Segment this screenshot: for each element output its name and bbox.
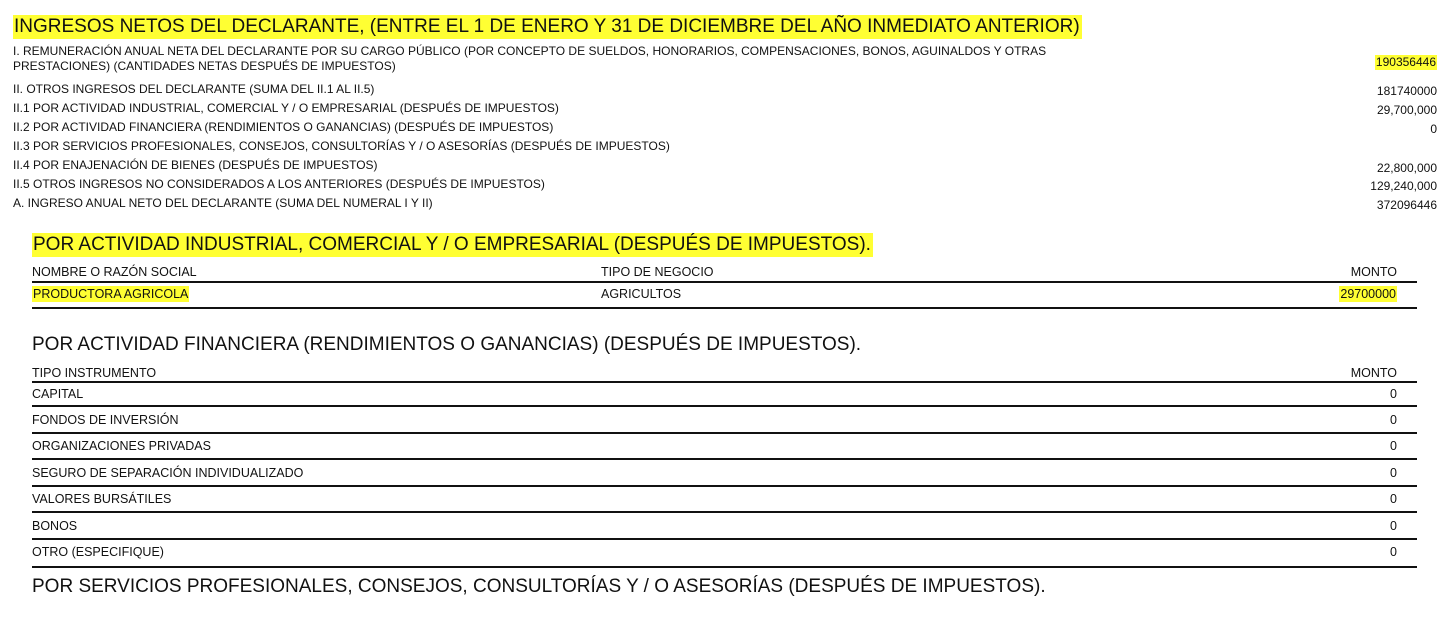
ingresos-row-label: A. INGRESO ANUAL NETO DEL DECLARANTE (SUMA DEL NUMERAL I Y II) (13, 196, 433, 210)
ingresos-section-title: INGRESOS NETOS DEL DECLARANTE, (ENTRE EL 1 DE ENERO Y 31 DE DICIEMBRE DEL AÑO INMEDIATO ANTERIOR) (14, 16, 1080, 37)
cell-monto: 29700000 (1340, 287, 1396, 301)
table-row (32, 491, 1417, 507)
cell-monto: 0 (1390, 413, 1397, 427)
ingresos-row-label: II.1 POR ACTIVIDAD INDUSTRIAL, COMERCIAL Y / O EMPRESARIAL (DESPUÉS DE IMPUESTOS) (13, 101, 559, 115)
cell-monto: 0 (1390, 439, 1397, 453)
table-divider (32, 405, 1417, 407)
cell-monto: 0 (1390, 466, 1397, 480)
ingresos-row-label: II.4 POR ENAJENACIÓN DE BIENES (DESPUÉS DE IMPUESTOS) (13, 158, 378, 172)
ingresos-row-ii3 (13, 139, 1437, 155)
table-divider (32, 458, 1417, 460)
table-row (32, 438, 1417, 454)
ingresos-row-total (13, 196, 1437, 212)
column-header-monto: MONTO (1350, 265, 1397, 279)
table-divider (32, 511, 1417, 513)
ingresos-row-value: 29,700,000 (1376, 103, 1437, 117)
column-header-monto: MONTO (1350, 366, 1397, 380)
column-header-nombre: NOMBRE O RAZÓN SOCIAL (32, 265, 197, 279)
column-header-tipo-instrumento: TIPO INSTRUMENTO (32, 366, 157, 380)
ingresos-row-label: II.2 POR ACTIVIDAD FINANCIERA (RENDIMIENTOS O GANANCIAS) (DESPUÉS DE IMPUESTOS) (13, 120, 554, 134)
table-row (32, 518, 1417, 534)
cell-monto: 0 (1390, 387, 1397, 401)
ingresos-row-label: II.5 OTROS INGRESOS NO CONSIDERADOS A LOS ANTERIORES (DESPUÉS DE IMPUESTOS) (13, 177, 545, 191)
actividad-industrial-title: POR ACTIVIDAD INDUSTRIAL, COMERCIAL Y / O EMPRESARIAL (DESPUÉS DE IMPUESTOS). (33, 234, 871, 255)
ingresos-row-ii4 (13, 158, 1437, 174)
cell-monto: 0 (1390, 545, 1397, 559)
ingresos-row-value: 0 (1430, 122, 1437, 136)
cell-tipo-instrumento: SEGURO DE SEPARACIÓN INDIVIDUALIZADO (32, 466, 304, 480)
table-row (32, 412, 1417, 428)
table-divider (32, 307, 1417, 309)
cell-tipo-instrumento: BONOS (32, 519, 78, 533)
cell-nombre: PRODUCTORA AGRICOLA (33, 287, 189, 301)
column-header-tipo-negocio: TIPO DE NEGOCIO (601, 265, 714, 279)
ingresos-row-label-continuation: PRESTACIONES) (CANTIDADES NETAS DESPUÉS DE IMPUESTOS) (13, 59, 396, 73)
table-row (32, 465, 1417, 481)
ingresos-row-remuneracion (13, 44, 1437, 74)
table-divider (32, 566, 1417, 568)
ingresos-row-value: 190356446 (1375, 55, 1436, 69)
cell-tipo-negocio: AGRICULTOS (601, 287, 682, 301)
ingresos-row-value: 181740000 (1376, 84, 1437, 98)
ingresos-row-value: 129,240,000 (1370, 179, 1437, 193)
ingresos-row-label: II. OTROS INGRESOS DEL DECLARANTE (SUMA DEL II.1 AL II.5) (13, 82, 375, 96)
ingresos-row-label: II.3 POR SERVICIOS PROFESIONALES, CONSEJOS, CONSULTORÍAS Y / O ASESORÍAS (DESPUÉS DE IMPUESTOS) (13, 139, 670, 153)
table-divider (32, 538, 1417, 540)
ingresos-row-label: I. REMUNERACIÓN ANUAL NETA DEL DECLARANTE POR SU CARGO PÚBLICO (POR CONCEPTO DE SUELDOS, HONORARIOS, COMPENSACIONES, BONOS, AGUINALDOS Y OTRAS (13, 44, 1047, 58)
actividad-financiera-title: POR ACTIVIDAD FINANCIERA (RENDIMIENTOS O GANANCIAS) (DESPUÉS DE IMPUESTOS). (32, 334, 862, 355)
cell-monto: 0 (1390, 492, 1397, 506)
cell-tipo-instrumento: OTRO (ESPECIFIQUE) (32, 545, 164, 559)
ingresos-row-value: 372096446 (1376, 198, 1437, 212)
ingresos-row-ii2 (13, 120, 1437, 136)
ingresos-row-ii1 (13, 101, 1437, 117)
cell-tipo-instrumento: FONDOS DE INVERSIÓN (32, 413, 179, 427)
table-row (32, 286, 1417, 302)
table-divider (32, 281, 1417, 283)
ingresos-row-otros (13, 82, 1437, 98)
cell-tipo-instrumento: ORGANIZACIONES PRIVADAS (32, 439, 211, 453)
table-row (32, 544, 1417, 560)
cell-tipo-instrumento: VALORES BURSÁTILES (32, 492, 172, 506)
table-divider (32, 432, 1417, 434)
table-row (32, 386, 1417, 402)
actividad-financiera-header-row (32, 365, 1417, 381)
servicios-profesionales-title: POR SERVICIOS PROFESIONALES, CONSEJOS, CONSULTORÍAS Y / O ASESORÍAS (DESPUÉS DE IMPUESTOS). (32, 576, 1046, 597)
cell-tipo-instrumento: CAPITAL (32, 387, 84, 401)
ingresos-row-ii5 (13, 177, 1437, 193)
ingresos-row-value: 22,800,000 (1376, 161, 1437, 175)
table-divider (32, 381, 1417, 383)
cell-monto: 0 (1390, 519, 1397, 533)
table-divider (32, 485, 1417, 487)
actividad-industrial-header-row (32, 264, 1417, 280)
